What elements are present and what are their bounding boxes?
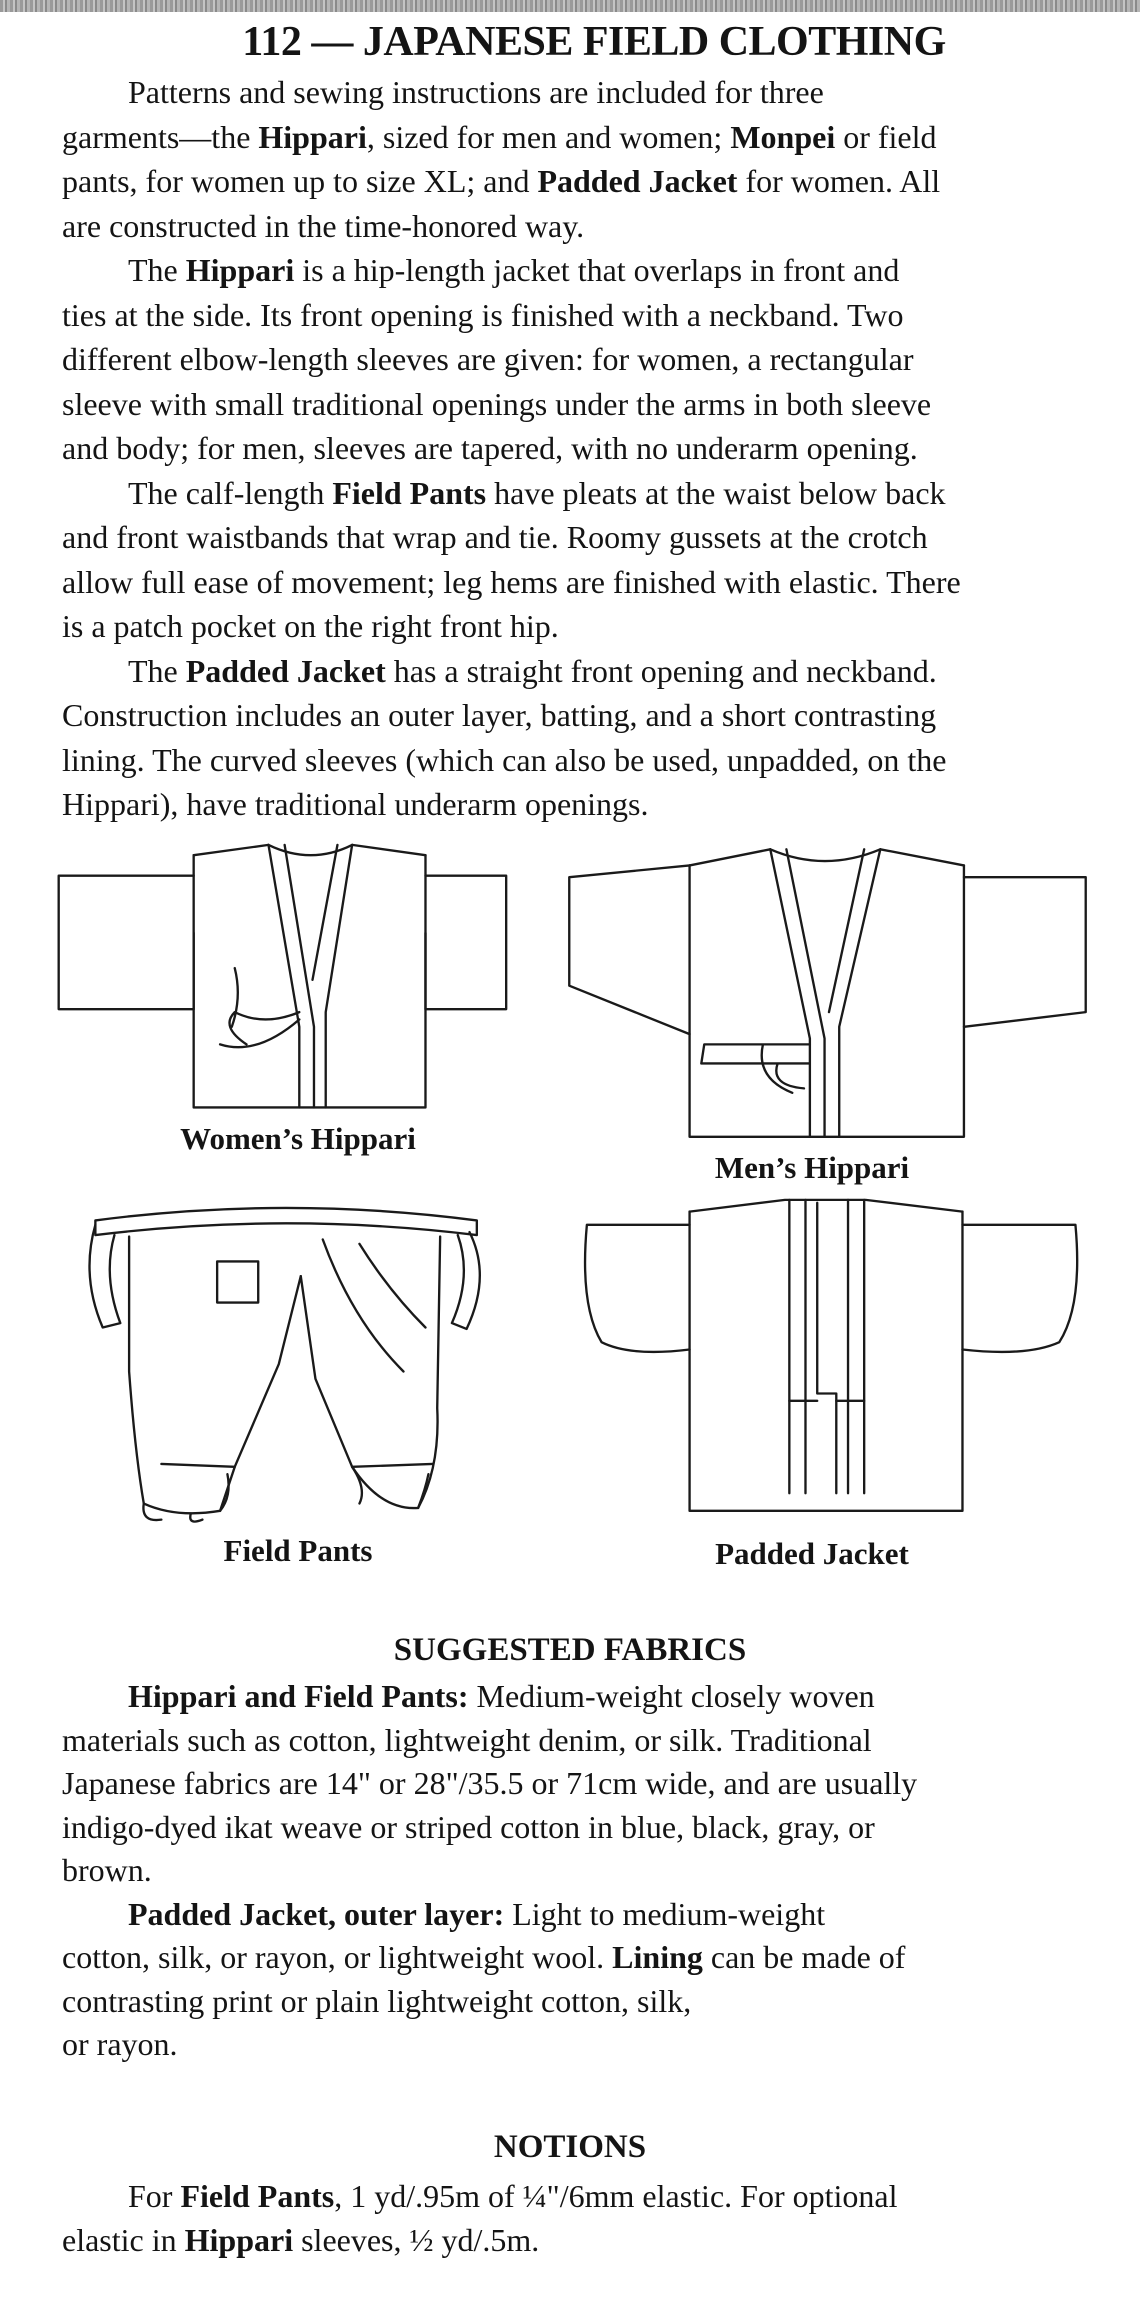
text-run: , sized for men and women; [366,118,731,155]
text-run: garments—the [62,118,259,155]
text-run: has a straight front opening and neckband. [385,652,937,689]
text-run: brown. [62,1852,152,1888]
caption-mens-hippari: Men’s Hippari [714,1150,910,1185]
bold-term: Hippari and Field Pants: [128,1678,469,1714]
text-run: Patterns and sewing instructions are included for three [128,74,824,110]
bold-term: Monpei [730,118,836,155]
text-line [62,1675,1122,1719]
text-run: Construction includes an outer layer, batting, and a short contrasting [62,697,937,733]
text-run: pants, for women up to size XL; and [62,163,538,199]
bold-term: Field Pants [332,474,487,511]
text-line [62,2219,1122,2263]
text-run: sleeves, ½ yd/.5m. [293,2221,540,2258]
text-run: contrasting print or plain lightweight cotton, silk, [62,1982,692,2019]
text-run: and body; for men, sleeves are tapered, with no underarm opening. [62,430,918,466]
text-run: Light to medium-weight [504,1895,826,1932]
caption-womens-hippari: Women’s Hippari [180,1121,416,1156]
fabrics-text [62,1675,1122,2067]
field-pants-drawing [89,1208,479,1522]
text-run: , 1 yd/.95m of ¼"/6mm elastic. For optional [334,2178,898,2214]
text-run: and front waistbands that wrap and tie. Roomy gussets at the crotch [62,519,928,555]
bold-term: Padded Jacket [185,652,386,689]
text-run: Medium-weight closely woven [468,1678,875,1714]
text-run: materials such as cotton, lightweight denim, or silk. Traditional [62,1721,872,1758]
text-line [62,1936,1122,1980]
bold-term: Padded Jacket [537,163,738,199]
text-line [62,1806,1122,1850]
text-run: The [128,652,186,689]
caption-padded-jacket: Padded Jacket [715,1536,909,1571]
bold-term: Hippari [184,2221,294,2258]
suggested-fabrics-heading: SUGGESTED FABRICS [393,1632,747,1668]
text-run: For [128,2178,181,2214]
text-line [62,2175,1122,2219]
notions-heading: NOTIONS [493,2129,647,2165]
text-run: or rayon. [62,2026,178,2062]
text-run: different elbow-length sleeves are given: for women, a rectangular [62,341,914,377]
text-line [62,1980,1122,2024]
text-run: elastic in [62,2221,185,2258]
text-run: for women. All [737,163,941,199]
notions-text [62,2175,1122,2262]
text-run: is a patch pocket on the right front hip. [62,608,559,644]
padded-jacket-drawing [585,1200,1077,1511]
text-run: sleeve with small traditional openings under the arms in both sleeve [62,385,932,422]
text-run: indigo-dyed ikat weave or striped cotton in blue, black, gray, or [62,1808,875,1845]
text-run: have pleats at the waist below back [486,474,946,511]
text-run: ties at the side. Its front opening is finished with a neckband. Two [62,296,904,333]
text-run: are constructed in the time-honored way. [62,207,585,244]
text-run: or field [835,118,937,155]
text-line [62,1762,1122,1806]
text-run: lining. The curved sleeves (which can also be used, unpadded, on the [62,741,947,778]
bold-term: Lining [612,1939,703,1975]
text-line [62,1893,1122,1937]
bold-term: Padded Jacket, outer layer: [128,1895,505,1932]
text-run: Japanese fabrics are 14" or 28"/35.5 or 71cm wide, and are usually [62,1765,918,1801]
text-run: can be made of [702,1939,906,1975]
text-run: allow full ease of movement; leg hems are finished with elastic. There [62,563,961,600]
womens-hippari-drawing [59,845,506,1108]
bold-term: Field Pants [180,2178,335,2214]
page-title: 112 — JAPANESE FIELD CLOTHING [242,19,946,65]
text-run: Hippari), have traditional underarm openings. [62,786,649,822]
text-run: is a hip-length jacket that overlaps in front and [294,252,900,288]
text-line [62,1719,1122,1763]
text-run: cotton, silk, or rayon, or lightweight wool. [62,1939,613,1975]
text-run: The calf-length [128,474,333,511]
caption-field-pants: Field Pants [223,1533,373,1568]
mens-hippari-drawing [569,849,1085,1137]
text-line [62,1849,1122,1893]
text-run: The [128,252,186,288]
bold-term: Hippari [258,118,367,155]
text-line [62,2023,1122,2067]
bold-term: Hippari [185,252,295,288]
